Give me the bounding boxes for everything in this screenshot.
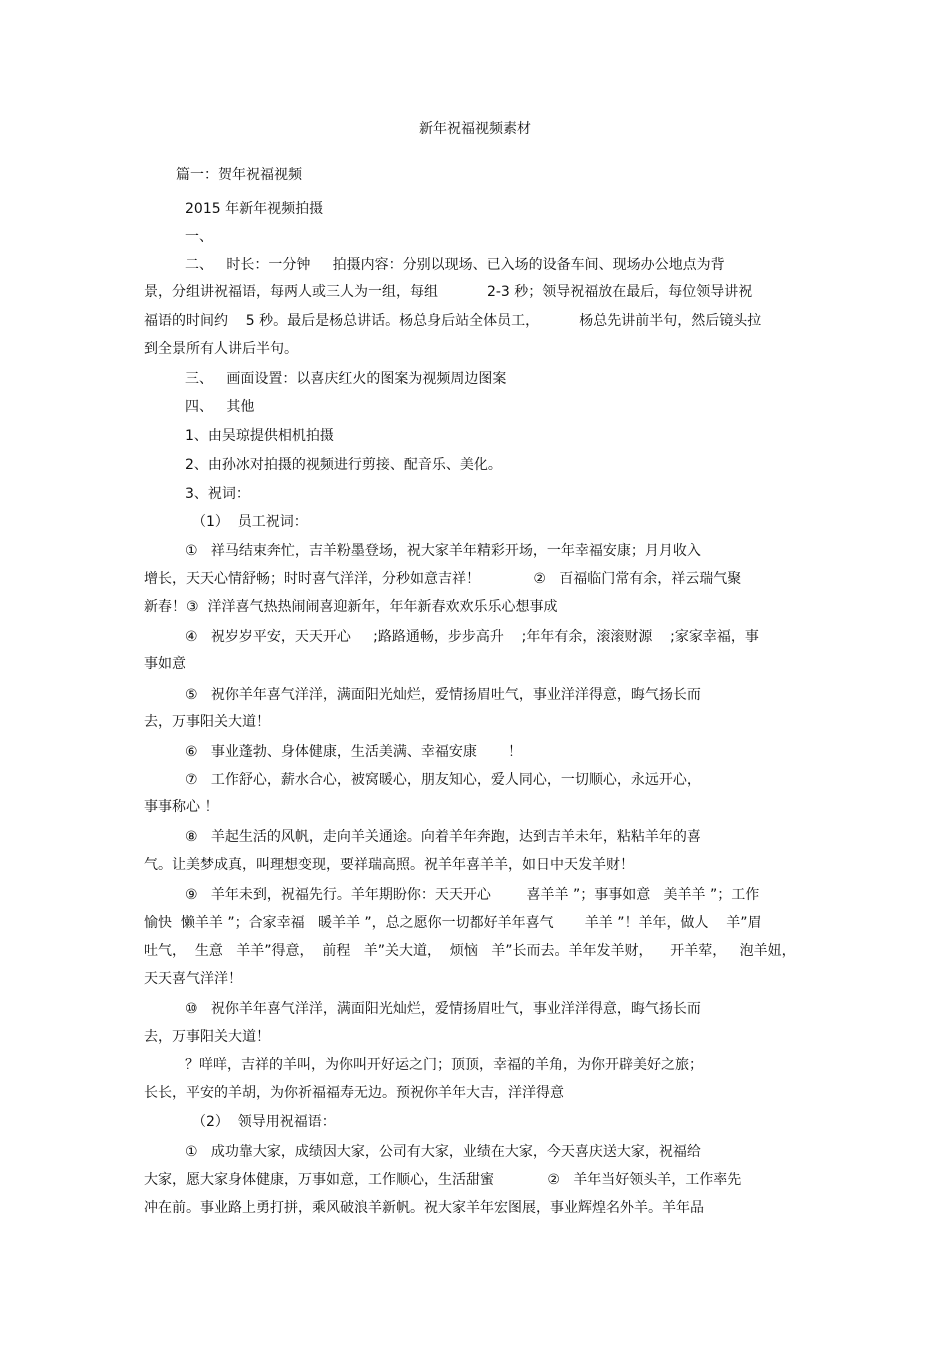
text-line: （2） 领导用祝福语： <box>192 1114 336 1130</box>
text-line: 福语的时间约 5 秒。最后是杨总讲话。杨总身后站全体员工， 杨总先讲前半句，然后镜头拉 <box>144 313 762 329</box>
text-line: 长长，平安的羊胡，为你祈福福寿无边。预祝你羊年大吉，洋洋得意 <box>144 1085 564 1101</box>
text-line: 2、由孙冰对拍摄的视频进行剪接、配音乐、美化。 <box>185 457 502 473</box>
text-line: ？咩咩，吉祥的羊叫，为你叫开好运之门；顶顶，幸福的羊角，为你开辟美好之旅； <box>185 1057 703 1073</box>
text-line: 景，分组讲祝福语，每两人或三人为一组，每组 2-3 秒；领导祝福放在最后，每位领导讲祝 <box>144 284 753 300</box>
text-line: 气。让美梦成真，叫理想变现，要祥瑞高照。祝羊年喜羊羊，如日中天发羊财！ <box>144 857 634 873</box>
text-line: ⑩ 祝你羊年喜气洋洋，满面阳光灿烂，爱情扬眉吐气，事业洋洋得意，晦气扬长而 <box>185 1001 701 1017</box>
document-title: 新年祝福视频素材 <box>419 121 531 137</box>
text-line: ⑥ 事业蓬勃、身体健康，生活美满、幸福安康 ！ <box>185 744 523 760</box>
text-line: 新春！③ 洋洋喜气热热闹闹喜迎新年，年年新春欢欢乐乐心想事成 <box>144 599 558 615</box>
text-line: 篇一：贺年祝福视频 <box>176 167 302 183</box>
text-line: 增长，天天心情舒畅；时时喜气洋洋，分秒如意吉祥！ ② 百福临门常有余，祥云瑞气聚 <box>144 571 742 587</box>
text-line: ⑨ 羊年未到，祝福先行。羊年期盼你：天天开心 喜羊羊 ”；事事如意 美羊羊 ”；工作 <box>185 887 760 903</box>
text-line: 3、祝词： <box>185 486 250 502</box>
text-line: 一、 <box>185 229 213 245</box>
text-line: 去，万事阳关大道！ <box>144 1029 270 1045</box>
text-line: 三、 画面设置：以喜庆红火的图案为视频周边图案 <box>185 371 507 387</box>
text-line: ④ 祝岁岁平安，天天开心 ;路路通畅，步步高升 ;年年有余，滚滚财源 ;家家幸福，事 <box>185 629 759 645</box>
text-line: 愉快 懒羊羊 ”；合家幸福 暖羊羊 ”，总之愿你一切都好羊年喜气 羊羊 ”！羊年，做人 羊”眉 <box>144 915 762 931</box>
text-line: ① 成功靠大家，成绩因大家，公司有大家，业绩在大家，今天喜庆送大家，祝福给 <box>185 1144 701 1160</box>
text-line: （1） 员工祝词： <box>192 514 308 530</box>
text-line: 大家，愿大家身体健康，万事如意，工作顺心，生活甜蜜 ② 羊年当好领头羊，工作率先 <box>144 1172 742 1188</box>
text-line: 1、由吴琼提供相机拍摄 <box>185 428 334 444</box>
text-line: ⑧ 羊起生活的风帆，走向羊关通途。向着羊年奔跑，达到吉羊未年，粘粘羊年的喜 <box>185 829 701 845</box>
text-line: 天天喜气洋洋！ <box>144 971 242 987</box>
text-line: 2015 年新年视频拍摄 <box>185 201 324 217</box>
text-line: ⑦ 工作舒心，薪水合心，被窝暖心，朋友知心，爱人同心，一切顺心，永远开心， <box>185 772 701 788</box>
text-line: 冲在前。事业路上勇打拼，乘风破浪羊新帆。祝大家羊年宏图展，事业辉煌名外羊。羊年品 <box>144 1200 704 1216</box>
text-line: 到全景所有人讲后半句。 <box>144 341 298 357</box>
text-line: 四、 其他 <box>185 399 255 415</box>
text-line: 去，万事阳关大道！ <box>144 714 270 730</box>
text-line: 事事称心 ！ <box>144 799 219 815</box>
text-line: ⑤ 祝你羊年喜气洋洋，满面阳光灿烂，爱情扬眉吐气，事业洋洋得意，晦气扬长而 <box>185 687 701 703</box>
text-line: 吐气， 生意 羊羊”得意， 前程 羊”关大道， 烦恼 羊”长而去。羊年发羊财， 开羊荤， 泡羊妞， <box>144 943 796 959</box>
text-line: ① 祥马结束奔忙，吉羊粉墨登场，祝大家羊年精彩开场，一年幸福安康；月月收入 <box>185 543 701 559</box>
text-line: 事如意 <box>144 656 186 672</box>
text-line: 二、 时长：一分钟 拍摄内容：分别以现场、已入场的设备车间、现场办公地点为背 <box>185 257 725 273</box>
